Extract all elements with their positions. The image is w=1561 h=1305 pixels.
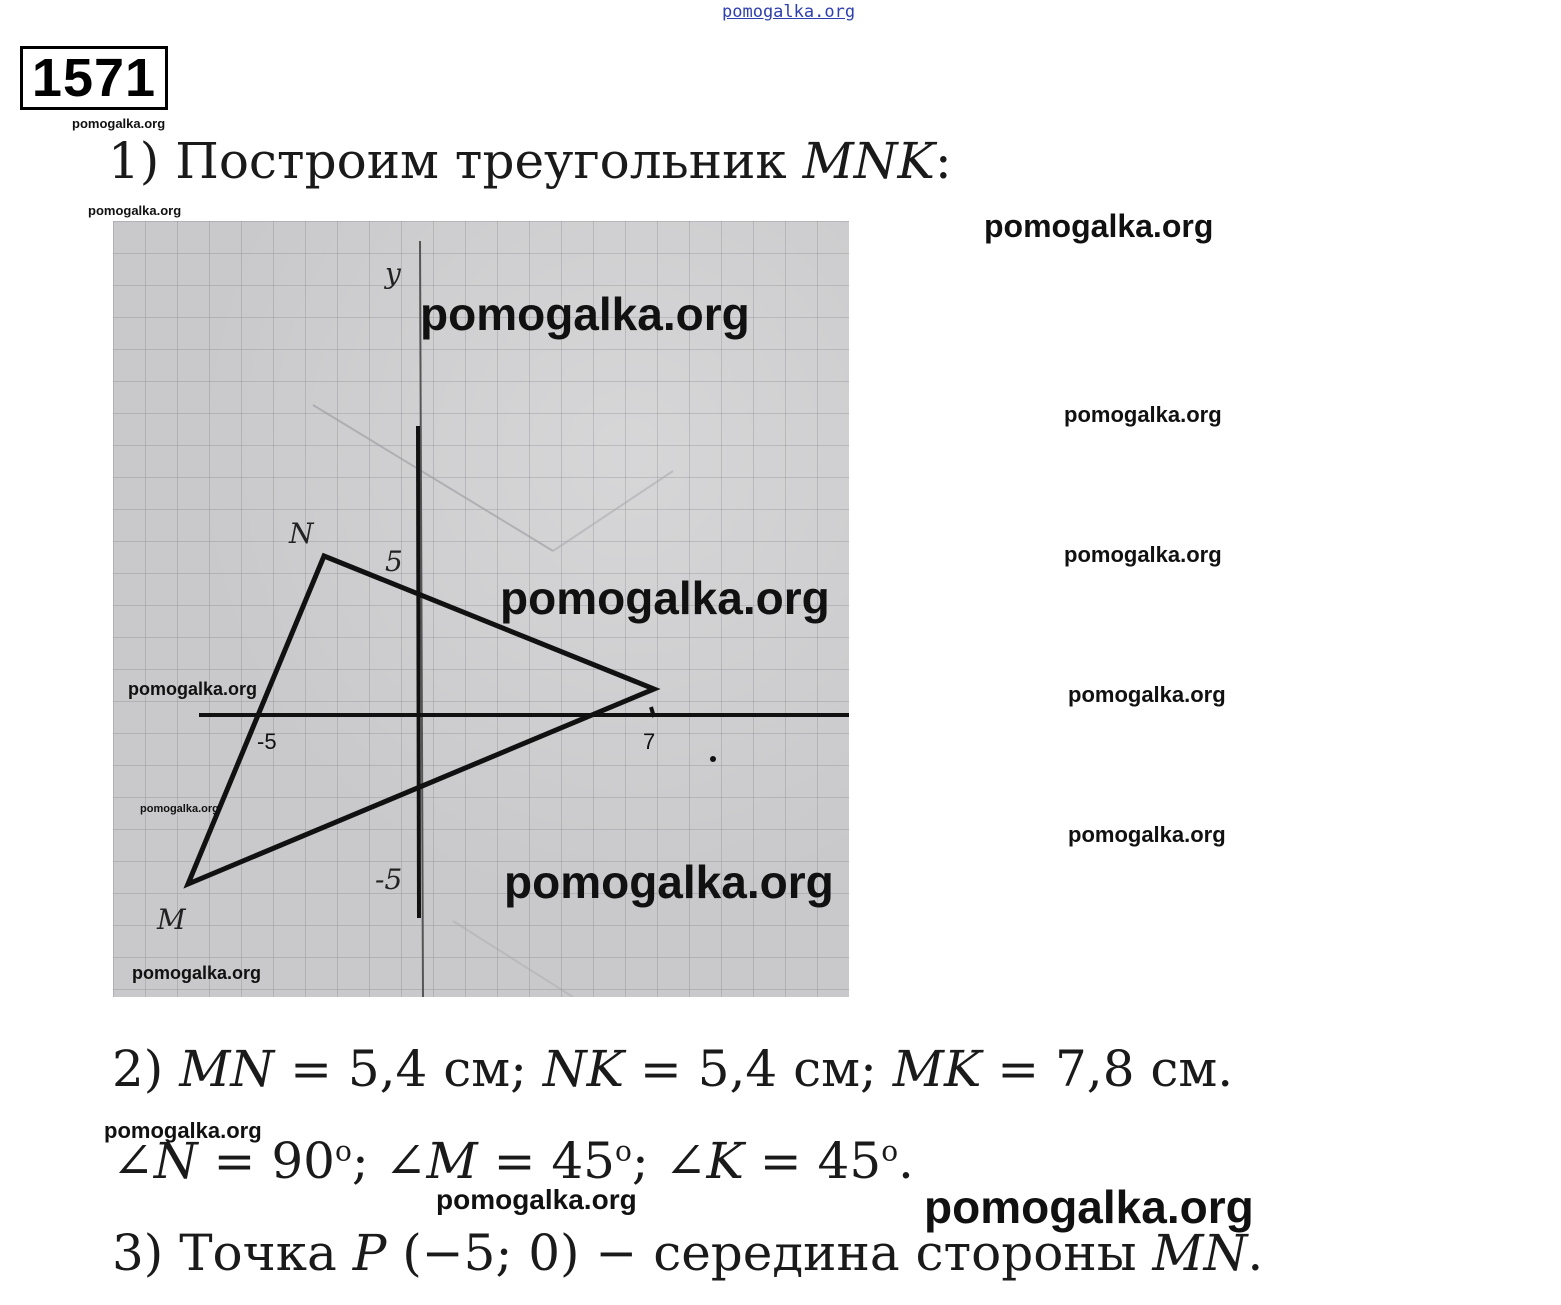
step-1-heading xyxy=(108,132,952,190)
watermark: pomogalka.org xyxy=(140,803,219,815)
y-axis xyxy=(418,426,419,918)
step-1-colon: : xyxy=(934,132,952,190)
degree-mark: o xyxy=(881,1134,899,1168)
tick-y-neg: -5 xyxy=(375,863,403,896)
angle-symbol: ∠ xyxy=(384,1132,427,1190)
triangle-figure-photo xyxy=(113,221,849,997)
y-axis-label: y xyxy=(385,257,401,290)
faint-line xyxy=(553,471,673,551)
triangle-name: MNK xyxy=(802,132,935,190)
angle-symbol: ∠ xyxy=(112,1132,154,1190)
watermark: pomogalka.org xyxy=(500,572,830,624)
watermark: pomogalka.org xyxy=(1064,542,1222,567)
step-3-text: 3) Точка xyxy=(112,1224,353,1282)
segment-mn-value: = 5,4 см; xyxy=(274,1040,543,1098)
step-2-lengths xyxy=(112,1040,1233,1098)
angle-n-value: = 90 xyxy=(197,1132,335,1190)
step-1-text: 1) Построим треугольник xyxy=(108,132,803,190)
tick-x-pos: 7 xyxy=(643,729,656,754)
segment-nk: NK xyxy=(542,1040,625,1098)
angle-symbol: ∠ xyxy=(664,1132,707,1190)
period: . xyxy=(1247,1224,1264,1282)
watermark: pomogalka.org xyxy=(1068,822,1226,847)
tick-x-neg: -5 xyxy=(257,729,277,754)
angle-n: N xyxy=(153,1132,198,1190)
separator: ; xyxy=(631,1132,665,1190)
watermark: pomogalka.org xyxy=(128,679,258,699)
segment-mk-value: = 7,8 см. xyxy=(981,1040,1234,1098)
watermark: pomogalka.org xyxy=(1068,682,1226,707)
degree-mark: o xyxy=(615,1134,632,1168)
degree-mark: o xyxy=(334,1134,352,1168)
segment-nk-value: = 5,4 см; xyxy=(624,1040,893,1098)
watermark: pomogalka.org xyxy=(72,116,166,131)
faint-line xyxy=(313,405,553,551)
side-mn: MN xyxy=(1152,1224,1248,1282)
point-p: P xyxy=(352,1224,387,1282)
angle-k-value: = 45 xyxy=(743,1132,882,1190)
site-header-link[interactable]: pomogalka.org xyxy=(722,2,856,22)
watermark: pomogalka.org xyxy=(88,203,182,218)
problem-number: 1571 xyxy=(20,46,168,110)
watermark: pomogalka.org xyxy=(1064,402,1222,427)
vertex-n-label: N xyxy=(289,517,314,550)
watermark: pomogalka.org xyxy=(924,1181,1254,1233)
watermark: pomogalka.org xyxy=(504,856,834,908)
angle-k: K xyxy=(706,1132,744,1190)
angles-line xyxy=(112,1132,914,1190)
vertex-m-label: M xyxy=(157,903,186,936)
pencil-dot xyxy=(710,756,716,762)
watermark: pomogalka.org xyxy=(420,288,750,340)
segment-mn: MN xyxy=(179,1040,275,1098)
period: . xyxy=(898,1132,914,1190)
watermark: pomogalka.org xyxy=(104,1118,262,1143)
angle-m: M xyxy=(426,1132,478,1190)
faint-line xyxy=(453,921,573,997)
watermark: pomogalka.org xyxy=(436,1184,637,1215)
watermark: pomogalka.org xyxy=(132,963,262,983)
watermark: pomogalka.org xyxy=(984,208,1214,244)
separator: ; xyxy=(351,1132,385,1190)
step-3-midpoint xyxy=(112,1224,1263,1282)
point-p-coords: (−5; 0) − середина стороны xyxy=(386,1224,1153,1282)
segment-mk: MK xyxy=(892,1040,982,1098)
step-2-number: 2) xyxy=(112,1040,180,1098)
tick-y-pos: 5 xyxy=(385,545,403,578)
angle-m-value: = 45 xyxy=(477,1132,615,1190)
